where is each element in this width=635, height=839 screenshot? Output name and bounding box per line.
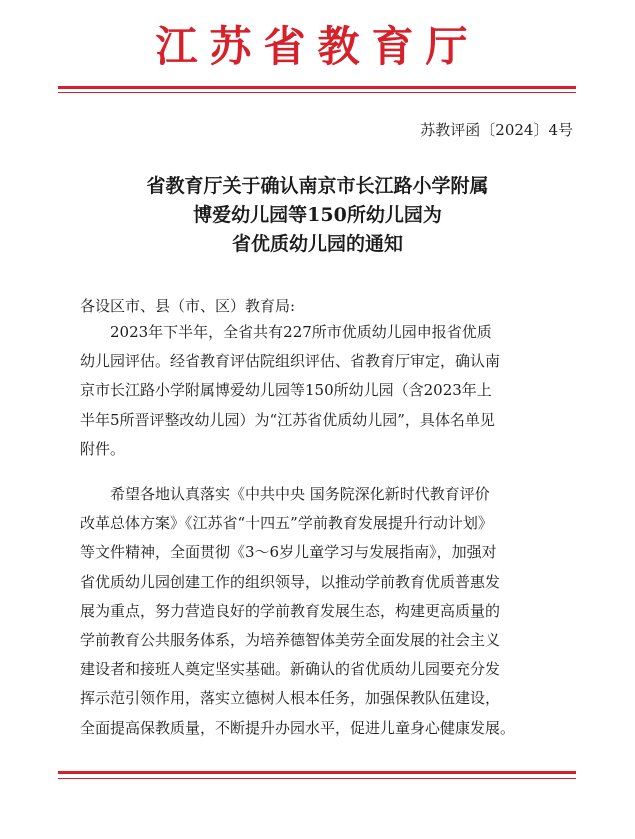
title-line: 博爱幼儿园等150所幼儿园为 [193, 204, 442, 226]
paragraph-line: 省优质幼儿园创建工作的组织领导，以推动学前教育优质普惠发 [80, 572, 501, 591]
paragraph-line: 改革总体方案》《江苏省“十四五”学前教育发展提升行动计划》 [80, 514, 493, 533]
paragraph-line: 展为重点，努力营造良好的学前教育发展生态，构建更高质量的 [80, 601, 501, 620]
body-paragraph-1 [80, 318, 562, 464]
paragraph-line: 幼儿园评估。经省教育评估院组织评估、省教育厅审定，确认南 [80, 352, 501, 371]
title-line: 省教育厅关于确认南京市长江路小学附属 [146, 175, 489, 197]
document-number: 苏教评函〔2024〕4号 [420, 121, 573, 139]
letterhead-divider-thick [58, 86, 576, 89]
paragraph-line: 等文件精神，全面贯彻《3～6岁儿童学习与发展指南》，加强对 [80, 543, 497, 562]
letterhead-divider-thin [58, 92, 576, 93]
salutation: 各设区市、县（市、区）教育局: [80, 297, 296, 315]
paragraph-line: 学前教育公共服务体系，为培养德智体美劳全面发展的社会主义 [80, 631, 501, 650]
footer-divider-thick [58, 771, 576, 774]
letterhead-title: 江苏省教育厅 [155, 22, 480, 71]
paragraph-line: 附件。 [80, 439, 126, 458]
paragraph-line: 建设者和接班人奠定坚实基础。新确认的省优质幼儿园要充分发 [80, 660, 501, 679]
paragraph-line: 全面提高保教质量，不断提升办园水平，促进儿童身心健康发展。 [80, 718, 516, 737]
footer-divider-thin [58, 778, 576, 779]
paragraph-line: 挥示范引领作用，落实立德树人根本任务，加强保教队伍建设， [80, 689, 501, 708]
paragraph-line: 希望各地认真落实《中共中央 国务院深化新时代教育评价 [110, 485, 490, 503]
title-line: 省优质幼儿园的通知 [231, 233, 403, 255]
paragraph-line: 京市长江路小学附属博爱幼儿园等150所幼儿园（含2023年上 [80, 381, 492, 400]
document-title [60, 172, 575, 259]
paragraph-line: 2023年下半年，全省共有227所市优质幼儿园申报省优质 [110, 323, 492, 341]
body-paragraph-2 [80, 480, 562, 743]
paragraph-line: 半年5所晋评整改幼儿园）为“江苏省优质幼儿园”，具体名单见 [80, 410, 495, 429]
